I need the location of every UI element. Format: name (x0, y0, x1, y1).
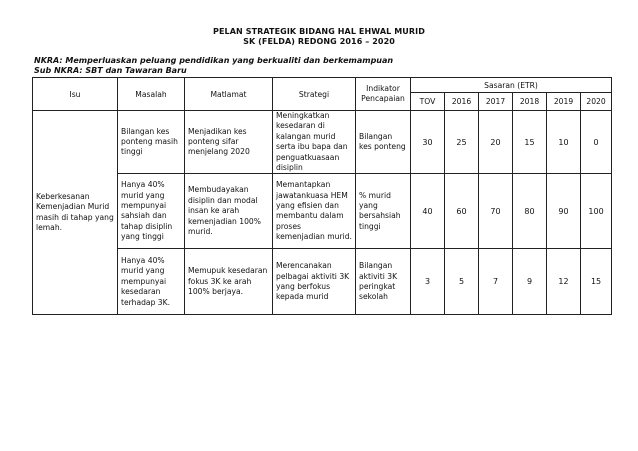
isu-cell: Keberkesanan Kemenjadian Murid masih di tahap yang lemah. (33, 111, 118, 315)
masalah-cell: Bilangan kes ponteng masih tinggi (118, 111, 185, 174)
value-cell: 5 (445, 249, 479, 315)
table-row (33, 111, 612, 174)
indikator-cell: % murid yang bersahsiah tinggi (356, 174, 411, 249)
value-cell: 15 (513, 111, 547, 174)
header-indikator: Indikator Pencapaian (356, 78, 411, 111)
value-cell: 100 (581, 174, 612, 249)
indikator-cell: Bilangan aktiviti 3K peringkat sekolah (356, 249, 411, 315)
header-year-2020: 2020 (581, 93, 612, 111)
value-cell: 80 (513, 174, 547, 249)
matlamat-cell: Menjadikan kes ponteng sifar menjelang 2020 (185, 111, 273, 174)
document-subtitle: SK (FELDA) REDONG 2016 – 2020 (243, 37, 395, 46)
strategi-cell: Meningkatkan kesedaran di kalangan murid serta ibu bapa dan penguatkuasaan disiplin (273, 111, 356, 174)
header-matlamat: Matlamat (185, 78, 273, 111)
value-cell: 12 (547, 249, 581, 315)
value-cell: 9 (513, 249, 547, 315)
matlamat-cell: Memupuk kesedaran fokus 3K ke arah 100% berjaya. (185, 249, 273, 315)
strategi-cell: Merencanakan pelbagai aktiviti 3K yang berfokus kepada murid (273, 249, 356, 315)
value-cell: 70 (479, 174, 513, 249)
value-cell: 25 (445, 111, 479, 174)
header-year-2019: 2019 (547, 93, 581, 111)
value-cell: 7 (479, 249, 513, 315)
value-cell: 3 (411, 249, 445, 315)
sub-nkra-label: Sub NKRA: SBT dan Tawaran Baru (34, 66, 187, 75)
header-isu: Isu (33, 78, 118, 111)
header-year-2017: 2017 (479, 93, 513, 111)
value-cell: 60 (445, 174, 479, 249)
value-cell: 0 (581, 111, 612, 174)
value-cell: 30 (411, 111, 445, 174)
document-title: PELAN STRATEGIK BIDANG HAL EHWAL MURID (213, 27, 425, 36)
header-year-2018: 2018 (513, 93, 547, 111)
strategi-cell: Memantapkan jawatankuasa HEM yang efisien dan membantu dalam proses kemenjadian murid. (273, 174, 356, 249)
table-row (33, 174, 612, 249)
table-row (33, 249, 612, 315)
value-cell: 10 (547, 111, 581, 174)
masalah-cell: Hanya 40% murid yang mempunyai kesedaran terhadap 3K. (118, 249, 185, 315)
strategic-plan-table (32, 77, 612, 315)
indikator-cell: Bilangan kes ponteng (356, 111, 411, 174)
header-strategi: Strategi (273, 78, 356, 111)
header-year-tov: TOV (411, 93, 445, 111)
header-sasaran: Sasaran (ETR) (411, 78, 612, 93)
header-year-2016: 2016 (445, 93, 479, 111)
value-cell: 90 (547, 174, 581, 249)
header-masalah: Masalah (118, 78, 185, 111)
value-cell: 40 (411, 174, 445, 249)
nkra-label: NKRA: Memperluaskan peluang pendidikan yang berkualiti dan berkemampuan (34, 56, 394, 65)
value-cell: 20 (479, 111, 513, 174)
value-cell: 15 (581, 249, 612, 315)
masalah-cell: Hanya 40% murid yang mempunyai sahsiah dan tahap disiplin yang tinggi (118, 174, 185, 249)
matlamat-cell: Membudayakan disiplin dan modal insan ke arah kemenjadian 100% murid. (185, 174, 273, 249)
